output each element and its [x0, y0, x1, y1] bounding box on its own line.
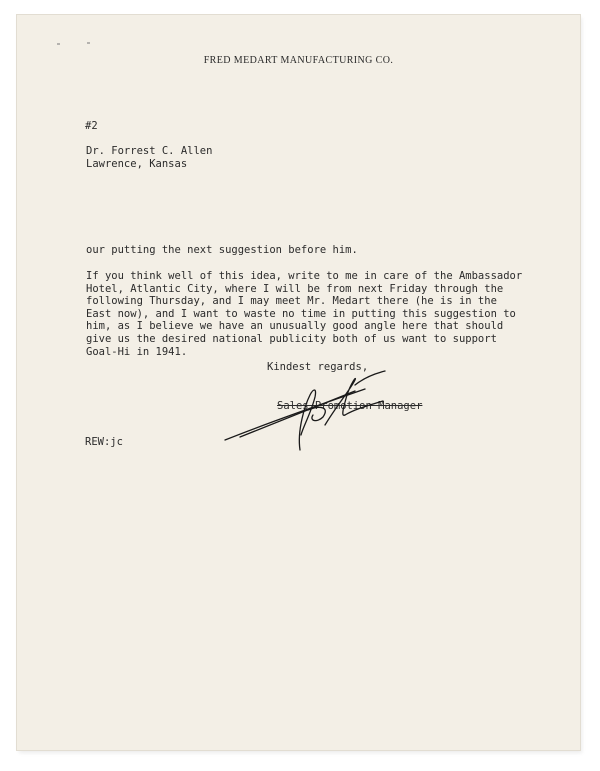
paragraph-line: following Thursday, and I may meet Mr. Medart there (he is in the — [86, 295, 497, 308]
paper-speck — [57, 43, 60, 45]
paper-speck — [87, 42, 90, 44]
signature-title-text: Sales Promotion Manager — [277, 400, 423, 412]
handwritten-signature — [205, 365, 425, 455]
paragraph-line: Hotel, Atlantic City, where I will be from next Friday through the — [86, 282, 504, 295]
paragraph-line: Goal-Hi in 1941. — [86, 345, 188, 358]
recipient-address — [86, 145, 212, 170]
recipient-name: Dr. Forrest C. Allen — [86, 145, 213, 157]
paragraph-line: If you think well of this idea, write to me in care of the Ambassador — [86, 270, 523, 282]
body-paragraph — [86, 270, 522, 358]
page-number: #2 — [85, 120, 98, 132]
paragraph-line: him, as I believe we have an unusually good angle here that should — [86, 320, 504, 333]
opening-line: our putting the next suggestion before him. — [86, 244, 358, 256]
company-name: FRED MEDART MANUFACTURING CO. — [203, 55, 394, 66]
recipient-location: Lawrence, Kansas — [86, 157, 188, 170]
paragraph-line: give us the desired national publicity both of us want to support — [86, 332, 497, 345]
letterhead — [17, 55, 580, 66]
reference-initials: REW:jc — [85, 436, 123, 448]
paragraph-line: East now), and I want to waste no time in putting this suggestion to — [86, 307, 516, 320]
closing: Kindest regards, — [267, 361, 369, 373]
